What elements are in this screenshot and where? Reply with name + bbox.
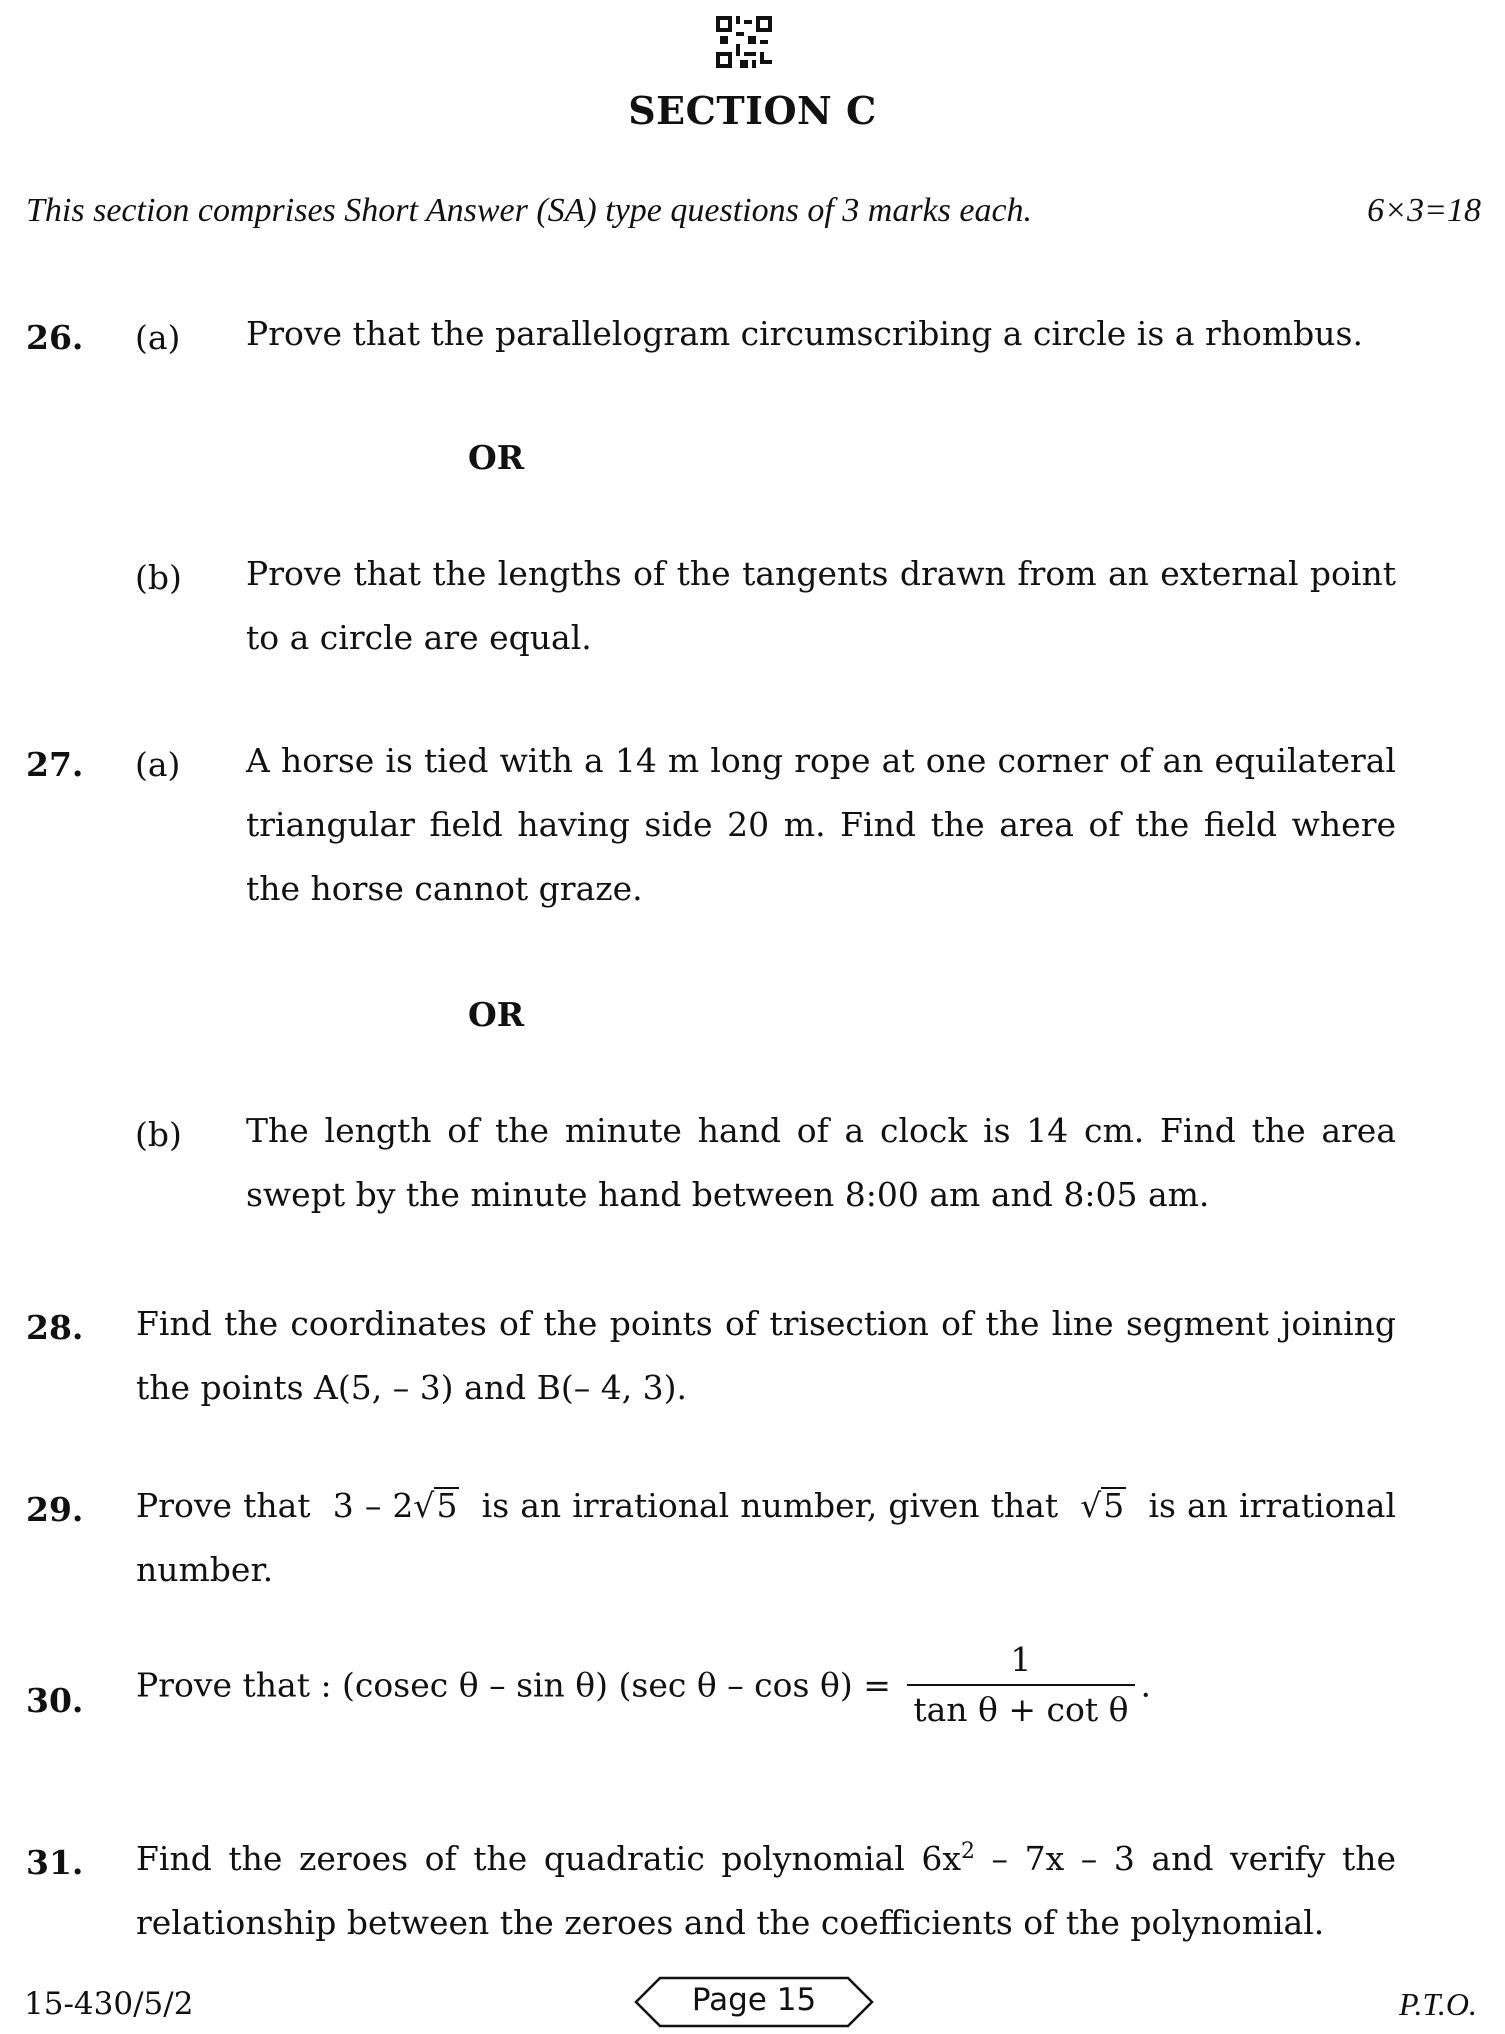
section-instructions: This section comprises Short Answer (SA) type questions of 3 marks each.: [26, 192, 1033, 229]
page-indicator: [634, 1976, 874, 2028]
paper-code: 15-430/5/2: [24, 1986, 194, 2022]
q29-middle: is an irrational number, given that: [481, 1486, 1059, 1525]
page-number: Page 15: [691, 1982, 817, 2018]
question-31-text: [136, 1827, 1396, 1955]
q30-end: .: [1140, 1665, 1151, 1705]
q30-denominator: tan θ + cot θ: [913, 1690, 1129, 1729]
question-27-or: OR: [468, 995, 525, 1034]
question-31-number: 31.: [26, 1843, 84, 1882]
q29-prefix: Prove that: [136, 1486, 311, 1525]
question-27-number: 27.: [26, 745, 84, 784]
q30-lhs: Prove that : (cosec θ – sin θ) (sec θ – cos θ) =: [136, 1665, 891, 1705]
q31-text-after: – 7x – 3 and verify the relationship between the zeroes and the coefficients of the polynomial.: [136, 1839, 1396, 1942]
question-28-number: 28.: [26, 1308, 84, 1347]
q30-numerator: 1: [907, 1640, 1134, 1686]
qr-code-icon: [716, 16, 772, 68]
question-26a-text: Prove that the parallelogram circumscribing a circle is a rhombus.: [246, 314, 1363, 353]
q29-radicand: 5: [436, 1486, 458, 1525]
q31-text-before: Find the zeroes of the quadratic polynomial 6x: [136, 1839, 961, 1878]
q29-radicand-2: 5: [1103, 1486, 1125, 1525]
q29-suffix: is an irrational number.: [136, 1486, 1397, 1589]
q30-fraction: [907, 1640, 1134, 1730]
question-30-text: [136, 1640, 1151, 1730]
question-27a-label: (a): [135, 745, 181, 784]
question-26-number: 26.: [26, 318, 84, 357]
question-28-text: Find the coordinates of the points of trisection of the line segment joining the points A(5, – 3) and B(– 4, 3).: [136, 1304, 1396, 1407]
section-marks: 6×3=18: [1367, 192, 1481, 229]
question-27b-text: The length of the minute hand of a clock is 14 cm. Find the area swept by the minute hand between 8:00 am and 8:05 am.: [246, 1111, 1396, 1214]
pto-label: P.T.O.: [1399, 1986, 1477, 2022]
q29-expression-lead: 3 – 2: [332, 1486, 414, 1525]
question-27a-text: A horse is tied with a 14 m long rope at one corner of an equilateral triangular field having side 20 m. Find the area of the field where the horse cannot graze.: [246, 741, 1396, 908]
question-26-or: OR: [468, 438, 525, 477]
question-26b-label: (b): [135, 558, 182, 597]
question-26a-label: (a): [135, 318, 181, 357]
section-title: SECTION C: [628, 88, 877, 133]
question-26b-text: Prove that the lengths of the tangents drawn from an external point to a circle are equal.: [246, 554, 1396, 657]
q31-exponent: 2: [960, 1839, 975, 1864]
question-29-text: Prove that 3 – 2√5 is an irrational number, given that √5 is an irrational number.: [136, 1486, 1397, 1589]
question-27b-label: (b): [135, 1115, 182, 1154]
question-29-number: 29.: [26, 1490, 84, 1529]
question-30-number: 30.: [26, 1681, 84, 1720]
